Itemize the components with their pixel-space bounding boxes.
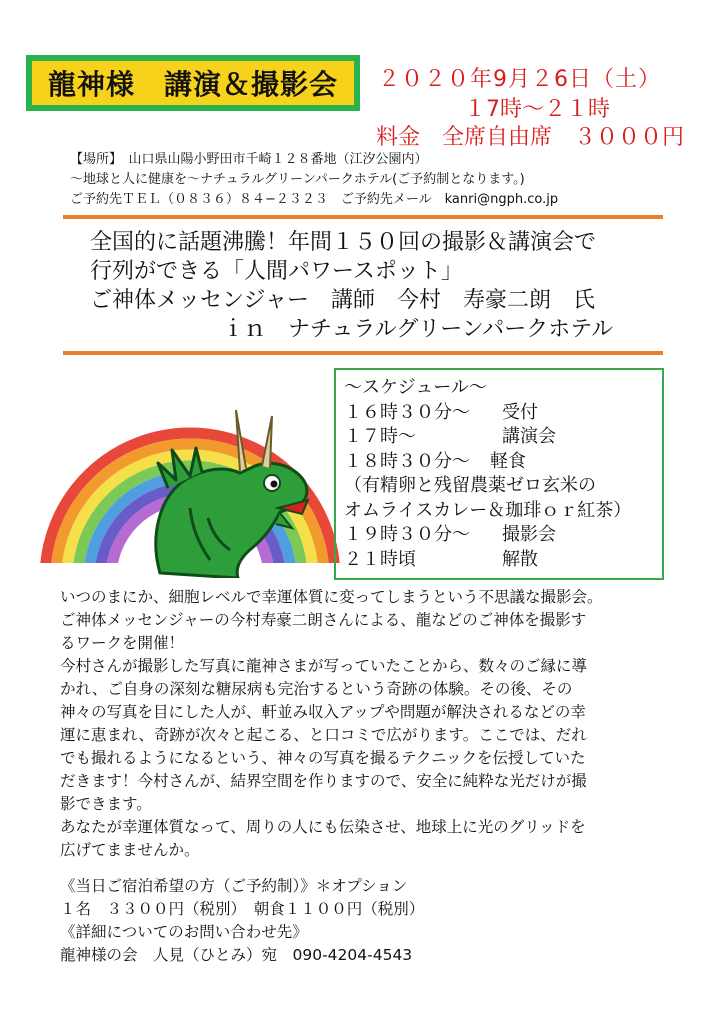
schedule-row (344, 401, 654, 426)
schedule-item: 解散 (502, 548, 538, 570)
event-date: ２０２０年9月２6日（土） (378, 67, 661, 92)
contact-details: 龍神様の会 人見（ひとみ）宛 090-4204-4543 (60, 946, 413, 964)
lodging-heading: 《当日ご宿泊希望の方（ご予約制）》＊オプション (60, 877, 408, 895)
divider-top (63, 215, 663, 219)
event-title: 龍神様 講演＆撮影会 (32, 61, 354, 105)
schedule-item: 講演会 (502, 426, 556, 447)
description-line: 神々の写真を目にした人が、軒並み収入アップや問題が解決されるなどの幸 (60, 703, 586, 721)
venue-contact: ご予約先ＴＥＬ（０８３６）８４−２３２３ ご予約先メール kanri@ngph.co.jp (70, 192, 559, 207)
contact-heading: 《詳細についてのお問い合わせ先》 (60, 923, 308, 941)
schedule-row (344, 548, 654, 573)
headline (90, 228, 613, 344)
schedule-time: １９時３０分〜 (344, 524, 470, 545)
schedule-time: １６時３０分〜 (344, 401, 470, 423)
lodging-price: １名 ３３００円（税別） 朝食１１００円（税別） (60, 900, 425, 918)
event-description (60, 586, 700, 862)
description-line: いつのまにか、細胞レベルで幸運体質に変ってしまうという不思議な撮影会。 (60, 588, 603, 606)
lodging-contact-info (60, 875, 424, 967)
headline-line-4: ｉｎ ナチュラルグリーンパークホテル (222, 317, 614, 342)
description-line: かれ、ご自身の深刻な糖尿病も完治するという奇跡の体験。その後、その (60, 680, 573, 698)
description-line: 運に恵まれ、奇跡が次々と起こる、と口コミで広がります。ここでは、だれ (60, 726, 587, 744)
divider-bottom (63, 351, 663, 355)
schedule-time: １８時３０分〜 (344, 450, 470, 472)
schedule-item: 軽食 (490, 450, 526, 472)
schedule-row (344, 523, 654, 548)
schedule-time: １７時〜 (344, 426, 416, 447)
headline-line-2: 行列ができる「人間パワースポット」 (90, 259, 463, 284)
schedule-meal-note: （有精卵と残留農薬ゼロ玄米の (344, 475, 596, 496)
headline-line-3: ご神体メッセンジャー 講師 今村 寿豪二朗 氏 (90, 288, 596, 313)
description-line: ご神体メッセンジャーの今村寿豪二朗さんによる、龍などのご神体を撮影す (60, 611, 587, 629)
event-fee: 料金 全席自由席 ３０００円 (376, 125, 685, 150)
schedule-meal-note: オムライスカレー＆珈琲ｏｒ紅茶） (344, 499, 632, 521)
description-line: だきます！今村さんが、結界空間を作りますので、安全に純粋な光だけが撮 (60, 772, 587, 790)
event-title-box (26, 55, 360, 111)
description-line: でも撮れるようになるという、神々の写真を撮るテクニックを伝授していた (60, 749, 586, 767)
description-line: るワークを開催！ (60, 634, 185, 652)
schedule-heading: 〜スケジュール〜 (344, 377, 487, 398)
description-line: 広げてまませんか。 (60, 841, 200, 859)
event-time: １7時〜２１時 (464, 97, 610, 122)
headline-line-1: 全国的に話題沸騰！年間１５０回の撮影＆講演会で (90, 230, 597, 255)
description-line: 影できます。 (60, 795, 152, 813)
schedule-row (344, 450, 654, 475)
venue-hotel: 〜地球と人に健康を〜ナチュラルグリーンパークホテル(ご予約制となります。) (70, 172, 525, 187)
venue-address: 【場所】 山口県山陽小野田市千崎１２８番地（江汐公園内） (70, 152, 428, 167)
rainbow-dragon-illustration (40, 368, 340, 578)
description-line: あなたが幸運体質なって、周りの人にも伝染させ、地球上に光のグリッドを (60, 818, 586, 836)
schedule-row (344, 425, 654, 450)
schedule-item: 受付 (502, 401, 538, 423)
venue-info (70, 150, 558, 210)
description-line: 今村さんが撮影した写真に龍神さまが写っていたことから、数々のご縁に導 (60, 657, 588, 675)
schedule-time: ２１時頃 (344, 548, 416, 570)
schedule-box (334, 368, 664, 580)
schedule-item: 撮影会 (502, 524, 556, 545)
